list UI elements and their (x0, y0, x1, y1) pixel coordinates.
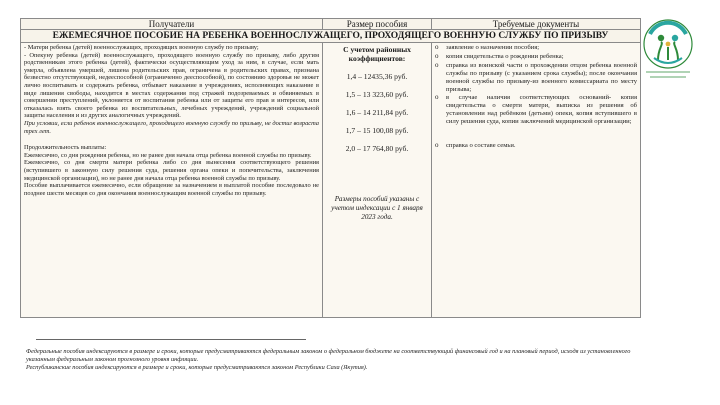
documents-cell (432, 43, 641, 318)
spacer (435, 127, 637, 141)
amount-value: 1,4 – 12435,36 руб. (346, 72, 408, 81)
logo-graphic (636, 14, 700, 86)
header-amount: Размер пособия (323, 19, 432, 30)
amount-cell (323, 43, 432, 318)
footer-regional: Республиканские пособия индексируются в размере и сроки, которые предусматриваются законом Республики Саха (Якутия). (26, 364, 368, 371)
amount-lead: С учетом районных коэффициентов: (343, 45, 411, 63)
header-recipients: Получатели (21, 19, 323, 30)
document-item: o копия свидетельства о рождении ребенка; (435, 51, 564, 60)
amount-value: 1,7 – 15 100,08 руб. (345, 126, 409, 135)
table-header-row (21, 19, 641, 30)
document-item: o заявление о назначении пособия; (435, 43, 540, 51)
bullet-icon: o (435, 93, 439, 102)
header-documents: Требуемые документы (432, 19, 641, 30)
content-frame (14, 18, 696, 400)
recipients-cell (21, 43, 323, 318)
document-item: o справка из воинской части о прохождении отцом ребенка военной службы по призыву (с указанием срока службы); после окончания военной службы по призыву-из военного комиссариата по месту призыва; (435, 60, 637, 93)
duration-paragraph: Ежемесячно, со дня смерти матери ребенка либо со дня вынесения соответствующего решения (вступившего в законную силу решения суда, решения органа опеки и попечительства, заключения медицинской организации), но не ранее дня начала отца ребенка военной службы по призыву. (24, 159, 319, 182)
table-title: ЕЖЕМЕСЯЧНОЕ ПОСОБИЕ НА РЕБЕНКА ВОЕННОСЛУЖАЩЕГО, ПРОХОДЯЩЕГО ВОЕННУЮ СЛУЖБУ ПО ПРИЗЫВУ (21, 30, 641, 43)
table-title-row (21, 30, 641, 43)
table-body-row (21, 43, 641, 318)
documents-list (435, 44, 637, 150)
document-item: o справка о составе семьи. (435, 141, 516, 150)
amount-note: Размеры пособий указаны с учетом индексации с 1 января 2023 года. (331, 195, 423, 221)
amount-value: 1,6 – 14 211,84 руб. (345, 108, 409, 117)
family-fund-logo-icon (636, 14, 700, 86)
bullet-icon: o (435, 43, 439, 51)
footer-federal: Федеральные пособия индексируются в размере и сроки, которые предусматриваются федеральным законом о федеральном бюджете на соответствующий финансовый год и на плановый период, исходя из установленного указанным федеральным законом прогнозного уровня инфляции. (26, 348, 631, 363)
document-item: o в случае наличия соответствующих оснований- копия свидетельства о смерти матери, выписка из решения об установлении над ребёнком (детьми) опеки, копия вступившего в силу решения суда, копии заключений медицинской организации; (435, 93, 637, 126)
duration-paragraph: Пособие выплачивается ежемесячно, если обращение за назначением в выплатой пособие последовало не позднее шести месяцев со дня окончания военнослужащим военной службы по призыву. (24, 182, 319, 197)
recipient-paragraph: - Матери ребенка (детей) военнослужащих, проходящих военную службу по призыву; (24, 44, 259, 51)
recipient-condition: При условии, если ребенок военнослужащего, проходящего военную службу по призыву, не достиг возраста трех лет. (24, 119, 319, 135)
bullet-icon: o (435, 60, 439, 69)
bullet-icon: o (435, 51, 439, 60)
divider-line (36, 339, 306, 340)
amount-value: 2,0 – 17 764,80 руб. (345, 144, 409, 153)
footer-note (26, 348, 646, 372)
amount-value: 1,5 – 13 323,60 руб. (345, 90, 409, 99)
duration-paragraph: Ежемесячно, со дня рождения ребенка, но не ранее дня начала отца ребенка военной службы по призыву. (24, 151, 312, 159)
bullet-icon: o (435, 141, 439, 150)
benefit-table (20, 18, 641, 318)
recipient-paragraph: - Опекуну ребенка (детей) военнослужащего, проходящего военную службу по призыву, либо другим родственникам этого ребенка (детей), фактически осуществляющим уход за ним, в случае, если мать умерла, объявлена умершей, лишена родительских прав, ограничена в родительских правах, признана безвестно отсутствующей, недееспособной (ограниченно дееспособной), по состоянию здоровья не может лично воспитывать и содержать ребенка, отбывает наказание в учреждениях, исполняющих наказание в виде лишения свободы, находится в местах содержания под стражей подозреваемых и обвиняемых в совершении преступлений, уклоняется от воспитания ребенка или от защиты его прав и интересов, или отказалась взять своего ребенка из воспитательных, лечебных учреждений, учреждений социальной защиты населения и из других аналогичных учреждений. (24, 51, 319, 120)
duration-heading: Продолжительность выплаты: (24, 144, 107, 152)
